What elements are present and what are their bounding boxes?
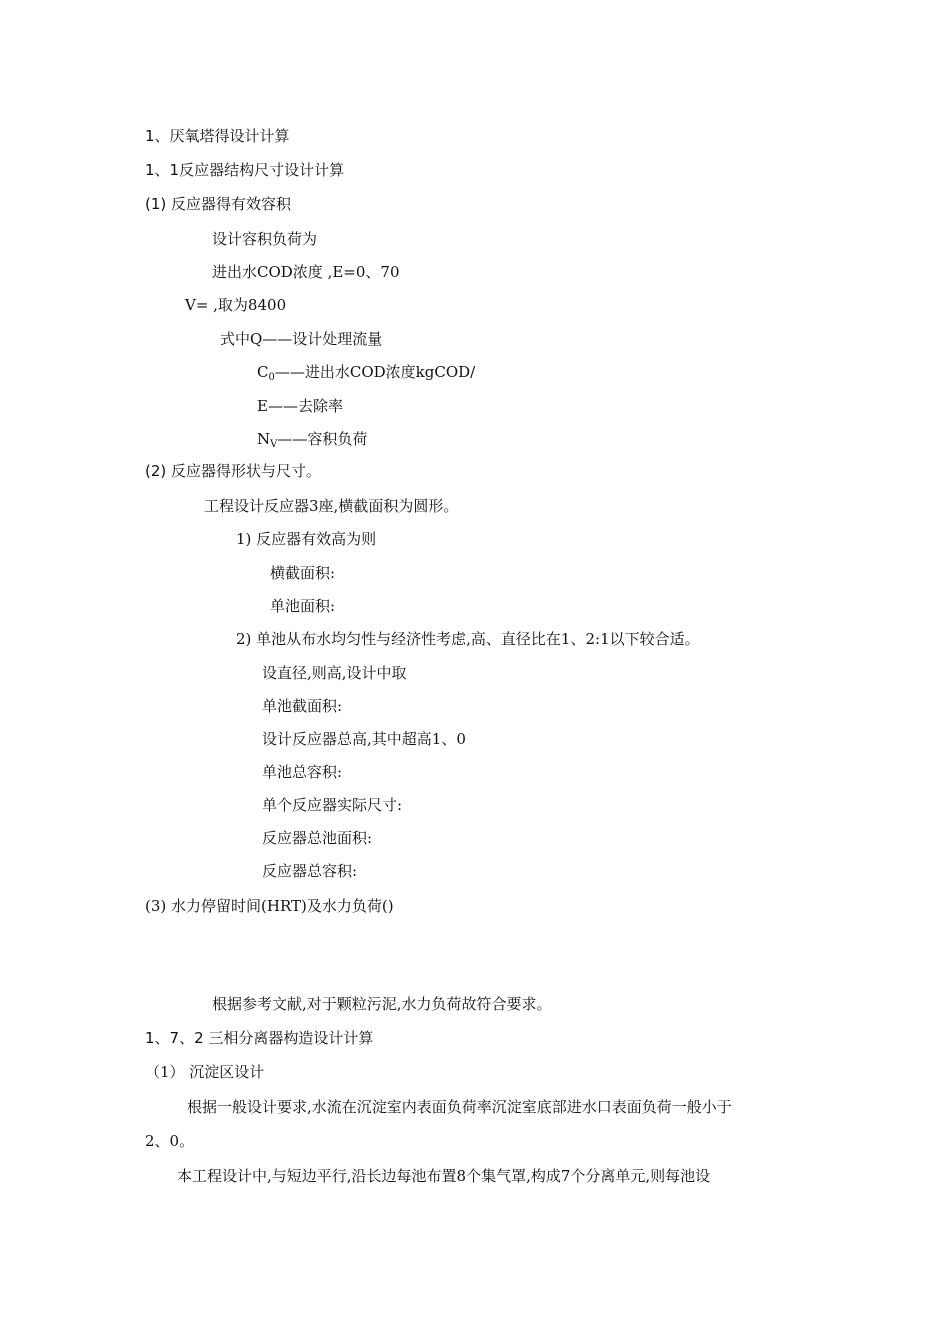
definition-c0 bbox=[257, 362, 475, 382]
item-3-heading: (3) 水力停留时间(HRT)及水力负荷() bbox=[145, 897, 394, 915]
paragraph-line: 2、0。 bbox=[145, 1132, 195, 1150]
symbol-n: N bbox=[257, 430, 271, 448]
definition-text: ——进出水COD浓度kgCOD/ bbox=[274, 363, 476, 381]
symbol-c: C bbox=[257, 363, 269, 381]
sub-item-1: 1) 反应器有效高为则 bbox=[236, 530, 377, 548]
text-line: 式中Q——设计处理流量 bbox=[220, 330, 383, 348]
paragraph-line: 根据一般设计要求,水流在沉淀室内表面负荷率沉淀室底部进水口表面负荷一般小于 bbox=[187, 1098, 732, 1116]
sub-item-2: 2) 单池从布水均匀性与经济性考虑,高、直径比在1、2:1以下较合适。 bbox=[236, 630, 700, 648]
paragraph-line: 本工程设计中,与短边平行,沿长边每池布置8个集气罩,构成7个分离单元,则每池设 bbox=[177, 1167, 711, 1185]
definition-text: ——容积负荷 bbox=[277, 430, 368, 448]
item-2-heading: (2) 反应器得形状与尺寸。 bbox=[145, 462, 322, 480]
item-1-settling-heading: （1） 沉淀区设计 bbox=[145, 1063, 265, 1081]
text-line: 反应器总池面积: bbox=[262, 829, 373, 847]
definition-nv bbox=[257, 429, 367, 449]
text-line: 单池截面积: bbox=[262, 697, 343, 715]
text-line: 根据参考文献,对于颗粒污泥,水力负荷故符合要求。 bbox=[212, 995, 552, 1013]
text-line: 反应器总容积: bbox=[262, 862, 358, 880]
text-line: 进出水COD浓度 ,E=0、70 bbox=[212, 263, 400, 281]
subscript-v: V bbox=[270, 439, 278, 450]
text-line: 单个反应器实际尺寸: bbox=[262, 796, 403, 814]
formula-line: V= ,取为8400 bbox=[185, 296, 287, 314]
heading-anaerobic-tower: 1、厌氧塔得设计计算 bbox=[145, 127, 290, 145]
text-line: 工程设计反应器3座,横截面积为圆形。 bbox=[204, 497, 459, 515]
text-line: 设计反应器总高,其中超高1、0 bbox=[262, 730, 466, 748]
text-line: 单池总容积: bbox=[262, 763, 343, 781]
heading-three-phase-separator: 1、7、2 三相分离器构造设计计算 bbox=[145, 1029, 374, 1047]
text-line: 设计容积负荷为 bbox=[212, 230, 318, 248]
heading-reactor-structure: 1、1反应器结构尺寸设计计算 bbox=[145, 161, 345, 179]
text-line: 单池面积: bbox=[270, 597, 336, 615]
definition-e: E——去除率 bbox=[257, 397, 343, 415]
text-line: 设直径,则高,设计中取 bbox=[262, 664, 407, 682]
item-1-heading: (1) 反应器得有效容积 bbox=[145, 195, 292, 213]
subscript-0: 0 bbox=[268, 372, 275, 383]
text-line: 横截面积: bbox=[270, 564, 336, 582]
